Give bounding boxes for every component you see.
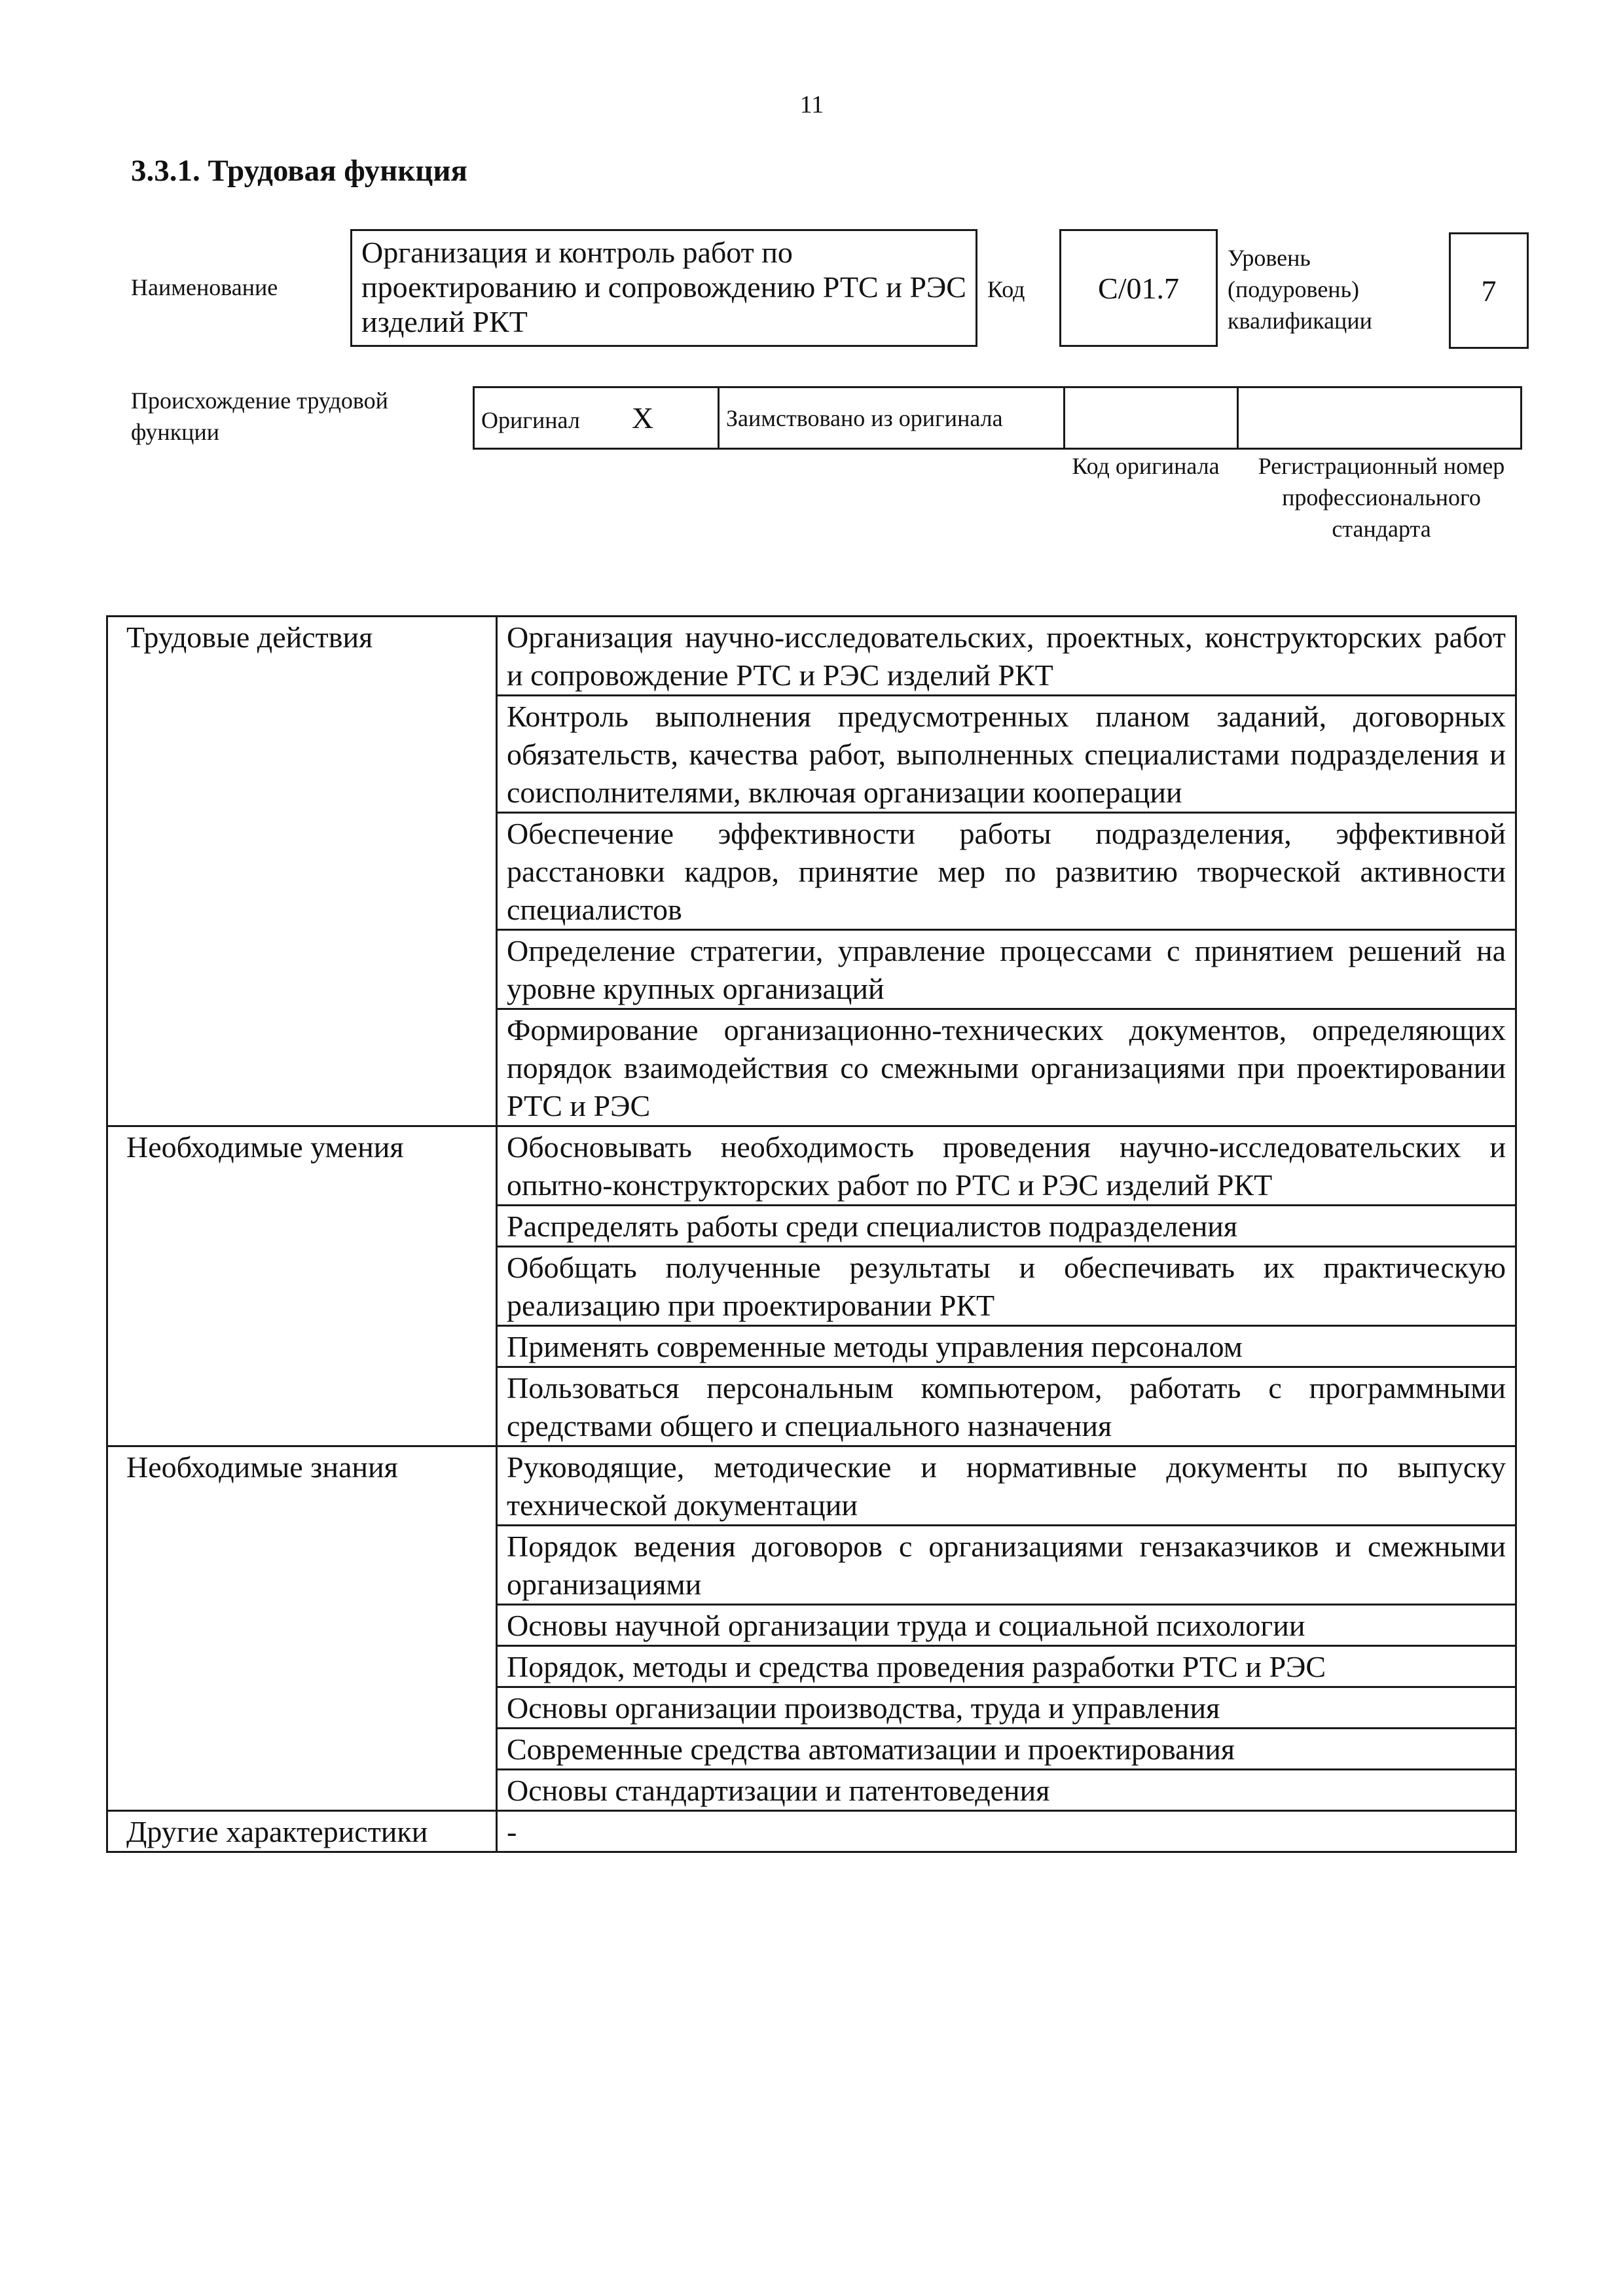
name-value-box bbox=[350, 229, 977, 347]
table-cell: Современные средства автоматизации и проектирования bbox=[497, 1729, 1516, 1770]
table-cell: Организация научно-исследовательских, проектных, конструкторских работ и сопровождение РТС и РЭС изделий РКТ bbox=[497, 617, 1516, 696]
name-label: Наименование bbox=[131, 274, 278, 300]
original-cell bbox=[474, 387, 719, 449]
name-value: Организация и контроль работ по проектированию и сопровождению РТС и РЭС изделий РКТ bbox=[361, 236, 966, 338]
code-caption: Код оригинала bbox=[1072, 453, 1220, 479]
level-value-box bbox=[1449, 232, 1529, 349]
table-cell: Обеспечение эффективности работы подразделения, эффективной расстановки кадров, принятие мер по развитию творческой активности специалистов bbox=[497, 813, 1516, 930]
table-cell: Руководящие, методические и нормативные документы по выпуску технической документации bbox=[497, 1446, 1516, 1526]
section-title: 3.3.1. Трудовая функция bbox=[131, 154, 467, 188]
page-number: 11 bbox=[799, 91, 824, 118]
main-table bbox=[106, 615, 1517, 1853]
original-label: Оригинал bbox=[481, 406, 580, 433]
reg-number-cell bbox=[1238, 387, 1522, 449]
table-cell: Порядок, методы и средства проведения разработки РТС и РЭС bbox=[497, 1646, 1516, 1687]
table-cell: Формирование организационно-технических документов, определяющих порядок взаимодействия со смежными организациями при проектировании РТС и РЭС bbox=[497, 1009, 1516, 1126]
table-cell: Основы научной организации труда и социальной психологии bbox=[497, 1605, 1516, 1646]
table-row bbox=[107, 617, 1516, 696]
code-label: Код bbox=[987, 276, 1025, 302]
table-cell: Обосновывать необходимость проведения научно-исследовательских и опытно-конструкторских работ по РТС и РЭС изделий РКТ bbox=[497, 1126, 1516, 1206]
reg-caption: Регистрационный номер профессионального стандарта bbox=[1258, 453, 1505, 542]
category-cell: Необходимые умения bbox=[107, 1126, 497, 1446]
origin-label: Происхождение трудовой функции bbox=[131, 387, 388, 445]
table-cell: Основы стандартизации и патентоведения bbox=[497, 1770, 1516, 1811]
level-label: Уровень (подуровень) квалификации bbox=[1228, 245, 1372, 334]
table-row bbox=[107, 1126, 1516, 1206]
category-cell: Необходимые знания bbox=[107, 1446, 497, 1811]
table-cell: Порядок ведения договоров с организациями гензаказчиков и смежными организациями bbox=[497, 1526, 1516, 1605]
table-cell: Контроль выполнения предусмотренных планом заданий, договорных обязательств, качества работ, выполненных специалистами подразделения и соисполнителями, включая организации кооперации bbox=[497, 696, 1516, 813]
original-mark: X bbox=[632, 401, 654, 435]
table-row bbox=[107, 1446, 1516, 1526]
table-cell: Определение стратегии, управление процессами с принятием решений на уровне крупных организаций bbox=[497, 930, 1516, 1009]
table-cell: Пользоваться персональным компьютером, работать с программными средствами общего и специального назначения bbox=[497, 1367, 1516, 1446]
table-cell: Применять современные методы управления персоналом bbox=[497, 1326, 1516, 1367]
origin-table bbox=[473, 386, 1522, 450]
table-cell: Распределять работы среди специалистов подразделения bbox=[497, 1206, 1516, 1247]
table-cell: Обобщать полученные результаты и обеспечивать их практическую реализацию при проектировании РКТ bbox=[497, 1247, 1516, 1326]
code-value: С/01.7 bbox=[1098, 271, 1179, 305]
level-value: 7 bbox=[1481, 274, 1497, 308]
original-code-cell bbox=[1065, 387, 1238, 449]
borrowed-cell: Заимствовано из оригинала bbox=[719, 387, 1065, 449]
category-cell: Трудовые действия bbox=[107, 617, 497, 1126]
table-cell: - bbox=[497, 1811, 1516, 1852]
table-row bbox=[107, 1811, 1516, 1852]
table-cell: Основы организации производства, труда и управления bbox=[497, 1687, 1516, 1729]
code-value-box bbox=[1059, 229, 1218, 347]
category-cell: Другие характеристики bbox=[107, 1811, 497, 1852]
